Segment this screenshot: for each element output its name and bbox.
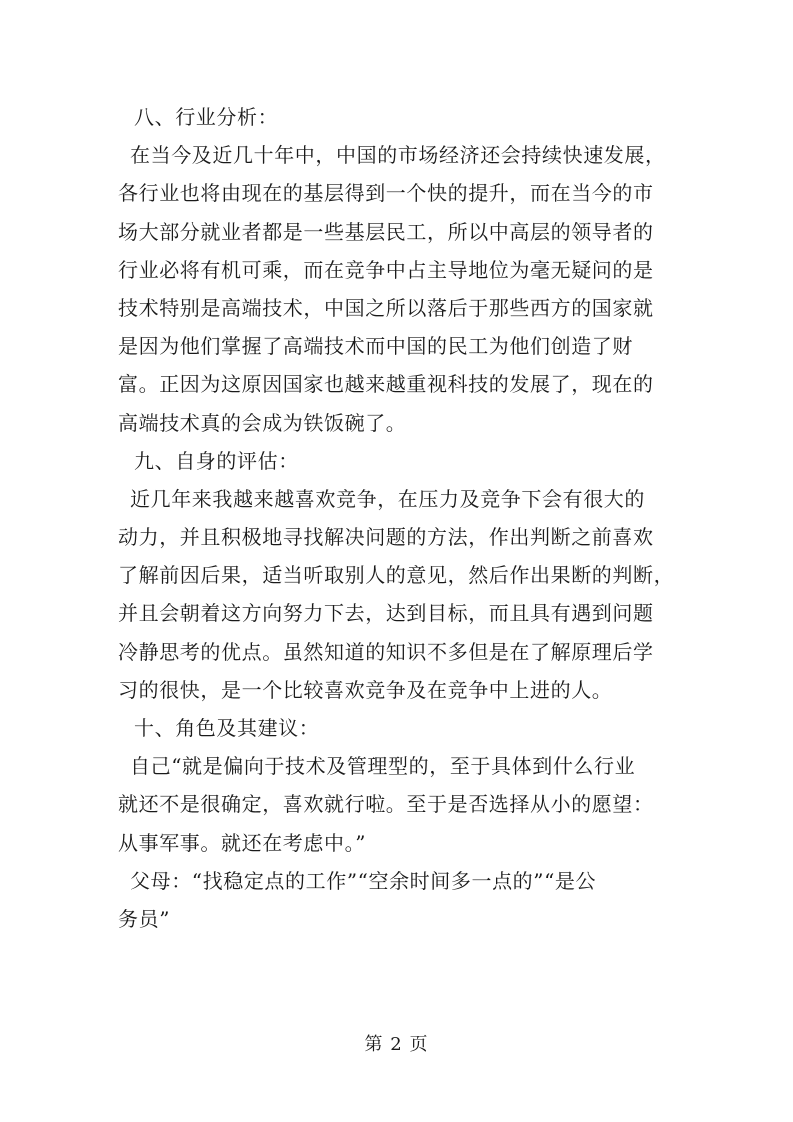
- section-heading: 八、行业分析：: [134, 105, 279, 129]
- paragraph: [118, 480, 678, 709]
- page-number: 第 2 页: [364, 1034, 429, 1055]
- paragraph-line: 是因为他们掌握了高端技术而中国的民工为他们创造了财: [118, 334, 633, 359]
- paragraph-line: 并且会朝着这方向努力下去，达到目标，而且具有遇到问题: [118, 601, 654, 626]
- paragraph-line: 富。正因为这原因国家也越来越重视科技的发展了，现在的: [118, 372, 654, 397]
- paragraph-line: 各行业也将由现在的基层得到一个快的提升，而在当今的市: [118, 181, 654, 206]
- paragraph-line: 在当今及近几十年中，中国的市场经济还会持续快速发展，: [130, 143, 666, 168]
- section-heading: 九、自身的评估：: [134, 448, 299, 473]
- document-section: [118, 442, 678, 709]
- paragraph-line: 行业必将有机可乘，而在竞争中占主导地位为毫无疑问的是: [118, 257, 654, 282]
- paragraph-line: 务员”: [118, 906, 171, 931]
- paragraph-line: 就还不是很确定，喜欢就行啦。至于是否选择从小的愿望：: [118, 792, 654, 817]
- document-section: [118, 98, 678, 442]
- paragraph: [118, 747, 678, 862]
- paragraph-line: 父母：“找稳定点的工作”“空余时间多一点的”“是公: [130, 868, 597, 893]
- paragraph-line: 近几年来我越来越喜欢竞争，在压力及竞争下会有很大的: [130, 486, 645, 511]
- paragraph-line: 冷静思考的优点。虽然知道的知识不多但是在了解原理后学: [118, 639, 654, 664]
- section-heading: 十、角色及其建议：: [134, 716, 320, 740]
- paragraph: [118, 136, 678, 442]
- document-body: [118, 98, 678, 938]
- paragraph-line: 场大部分就业者都是一些基层民工，所以中高层的领导者的: [118, 219, 654, 244]
- paragraph-line: 从事军事。就还在考虑中。”: [118, 830, 367, 855]
- paragraph-line: 高端技术真的会成为铁饭碗了。: [118, 410, 407, 435]
- paragraph: [118, 862, 678, 938]
- paragraph-line: 自己“就是偏向于技术及管理型的，至于具体到什么行业: [130, 754, 636, 779]
- paragraph-line: 技术特别是高端技术，中国之所以落后于那些西方的国家就: [118, 295, 654, 320]
- paragraph-line: 动力，并且积极地寻找解决问题的方法，作出判断之前喜欢: [118, 525, 654, 550]
- document-section: [118, 709, 678, 938]
- paragraph-line: 了解前因后果，适当听取别人的意见，然后作出果断的判断，: [118, 563, 675, 588]
- paragraph-line: 习的很快，是一个比较喜欢竞争及在竞争中上进的人。: [118, 677, 613, 702]
